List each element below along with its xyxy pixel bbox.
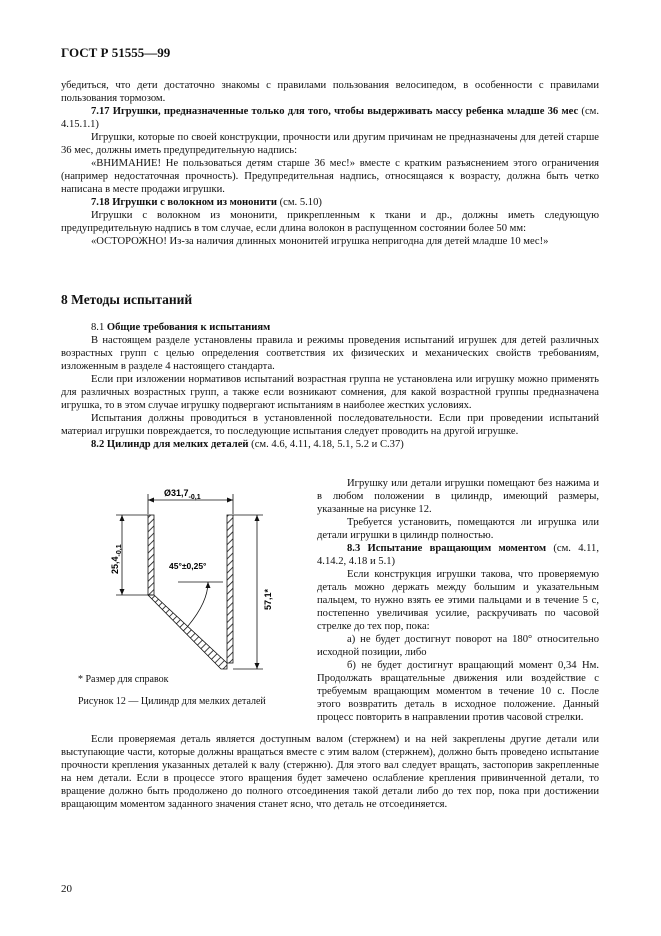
clause-title: 8.3 Испытание вращающим моментом (347, 543, 547, 554)
clause-ref: (см. 4.6, 4.11, 4.18, 5.1, 5.2 и С.37) (248, 439, 404, 450)
paragraph: Если при изложении нормативов испытаний возрастная группа не установлена или игрушку можно применять для различных возрастных групп, а также если возникают сомнения, для какой возрастной группы предназначена игрушка, то в этом случае игрушку подвергают испытаниям в наиболее жестких условиях. (61, 374, 599, 411)
paragraph: Игрушку или детали игрушки помещают без нажима и в любом положении в цилиндр, имеющий размеры, указанные на рисунке 12. (317, 478, 599, 515)
clause-title: 7.18 Игрушки с волокном из мононити (91, 197, 277, 208)
clause-title: Общие требования к испытаниям (106, 322, 271, 333)
clause-ref: (см. 4.11, 4.14.2, 4.18 и 5.1) (317, 543, 599, 567)
figure-caption: Рисунок 12 — Цилиндр для мелких деталей (78, 696, 266, 707)
clause-title: 7.17 Игрушки, предназначенные только для того, чтобы выдерживать массу ребенка младше 36 мес (91, 106, 579, 117)
figure-note: * Размер для справок (78, 674, 169, 685)
clause-title: 8.2 Цилиндр для мелких деталей (91, 439, 249, 450)
top-section (61, 79, 599, 248)
clause-8-3 (317, 542, 599, 568)
paragraph: Требуется установить, помещаются ли игрушка или детали игрушки в цилиндр полностью. (317, 517, 599, 541)
dim-angle-label: 45°±0,25° (169, 561, 207, 571)
paragraph: убедиться, что дети достаточно знакомы с правилами пользования велосипедом, в особенности с правилами пользования тормозом. (61, 80, 599, 104)
paragraph: Если конструкция игрушки такова, что проверяемую деталь можно держать между большим и указательным пальцем, то нужно взять ее этими пальцами и в течение 5 с, постепенно увеличивая усилие, раскручивать по часовой стрелке до тех пор, пока: (317, 569, 599, 632)
clause-ref: (см. 4.15.1.1) (61, 106, 600, 130)
section-8-1 (61, 321, 599, 451)
right-column (317, 477, 599, 724)
clause-8-2 (61, 438, 599, 451)
clause-8-1 (61, 321, 599, 334)
section-title: 8 Методы испытаний (61, 292, 193, 307)
paragraph: Испытания должны проводиться в установленной последовательности. Если при проведении испытаний материал игрушки повреждается, то последующие испытания следует проводить на другой игрушке. (61, 413, 599, 437)
dim-top-label: $Ø31,7_{-0,1}$ (164, 488, 201, 501)
dim-right-label: 57,1* (263, 588, 273, 610)
dim-left-label: $25,4_{-0,1}$ (110, 544, 123, 574)
clause-number: 8.1 (91, 322, 107, 333)
cylinder-drawing (68, 484, 293, 674)
document-header: ГОСТ Р 51555—99 (61, 45, 171, 60)
clause-7-18 (61, 196, 599, 209)
paragraph: Игрушки с волокном из мононити, прикрепленным к ткани и др., должны иметь следующую предупредительную надпись в том случае, если длина волокон в распущенном состоянии более 50 мм: (61, 210, 599, 234)
clause-7-17 (61, 105, 599, 131)
paragraph: В настоящем разделе установлены правила и режимы проведения испытаний игрушек для детей различных возрастных групп с целью определения соответствия их физических и механических свойств требованиям, изложенным в разделе 4 настоящего стандарта. (61, 335, 599, 372)
page-number: 20 (61, 883, 72, 895)
bottom-section (61, 733, 599, 811)
list-item: а) не будет достигнут поворот на 180° относительно исходной позиции, либо (317, 634, 599, 658)
clause-ref: (см. 5.10) (276, 197, 322, 208)
paragraph: Если проверяемая деталь является доступным валом (стержнем) и на ней закреплены другие детали или выступающие части, которые должны вращаться вместе с этим валом (стержнем), должно быть проведено испытание прочности крепления указанных деталей к валу (стержню). Для этого вал следует вращать, застопорив закрепленные на нем детали. Если в процессе этого вращения будет замечено ослабление крепления привинченной детали, то вращение должно быть продолжено до полного отсоединения такой детали либо до тех пор, пока при достижении вращающим моментом заданного значения станет ясно, что деталь не отсоединяется. (61, 734, 599, 810)
paragraph: «ОСТОРОЖНО! Из-за наличия длинных мононитей игрушка непригодна для детей младше 10 мес!» (91, 236, 549, 247)
cylinder-figure (68, 484, 293, 704)
list-item: б) не будет достигнут вращающий момент 0,34 Нм. Продолжать вращательные движения или воздействие с требуемым вращающим моментом в течение 10 с. После этого возвратить деталь в исходное положение. Данный процесс повторить в направлении против часовой стрелки. (317, 660, 599, 723)
paragraph: Игрушки, которые по своей конструкции, прочности или другим причинам не предназначены для детей старше 36 мес, должны иметь предупредительную надпись: (61, 132, 599, 156)
paragraph: «ВНИМАНИЕ! Не пользоваться детям старше 36 мес!» вместе с кратким разъяснением этого ограничения (например недостаточная прочность). Предупредительная надпись, относящаяся к возрасту, должна быть четко написана в месте продажи игрушки. (61, 158, 599, 195)
